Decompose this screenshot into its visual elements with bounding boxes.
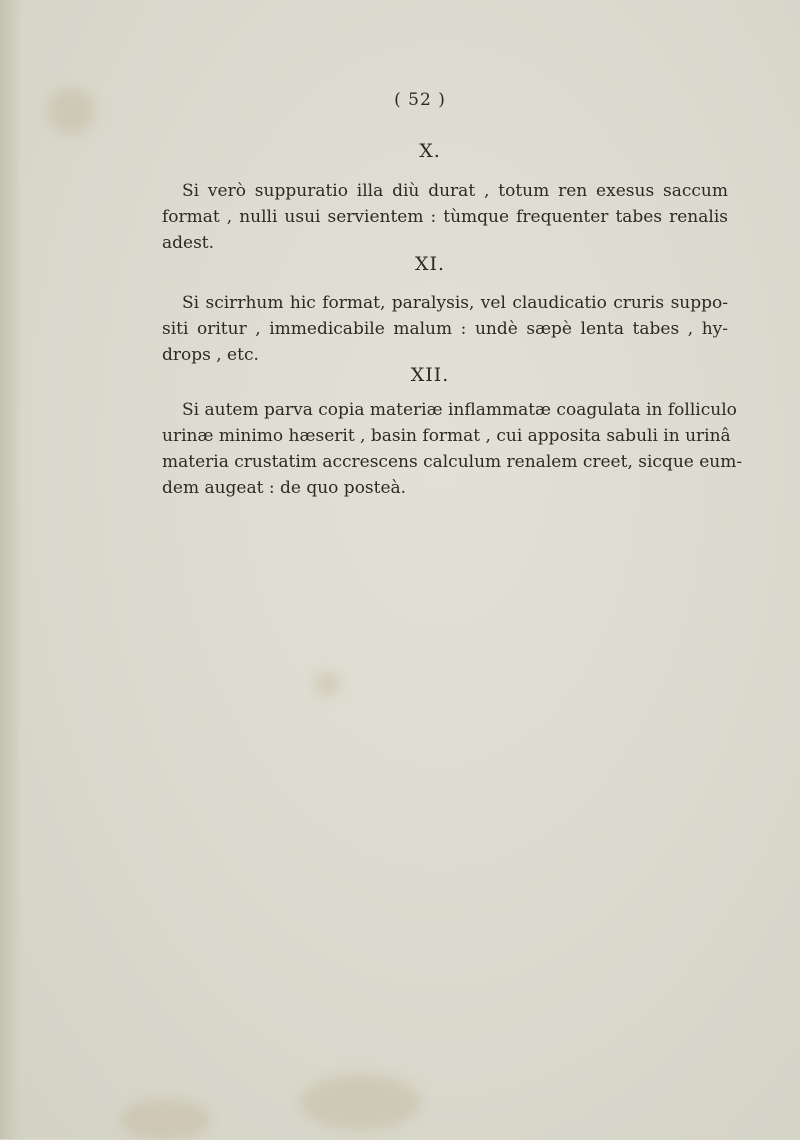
paragraph-line: materia crustatim accrescens calculum renalem creet, sicque eum- [162, 452, 743, 472]
paragraph-line: dem augeat : de quo posteà. [162, 478, 407, 498]
section-heading-xii: XII. [410, 364, 450, 386]
section-x-paragraph [162, 178, 728, 256]
paper-stain [300, 1075, 420, 1130]
paragraph-line: Si scirrhum hic format, paralysis, vel claudicatio cruris suppo- [182, 293, 728, 313]
paper-stain [120, 1100, 210, 1140]
paragraph-line: Si autem parva copia materiæ inflammatæ coagulata in folliculo [182, 400, 737, 420]
page-left-edge [0, 0, 22, 1139]
section-xii-paragraph [162, 397, 743, 501]
page-number: ( 52 ) [394, 90, 446, 110]
paragraph-line: adest. [162, 233, 215, 253]
section-xi-paragraph [162, 290, 728, 368]
paragraph-line: Si verò suppuratio illa diù durat , totum ren exesus saccum [182, 181, 728, 201]
paragraph-line: urinæ minimo hæserit , basin format , cui apposita sabuli in urinâ [162, 426, 731, 446]
paragraph-line: drops , etc. [162, 345, 259, 365]
paragraph-line: siti oritur , immedicabile malum : undè sæpè lenta tabes , hy- [162, 319, 728, 339]
section-heading-x: X. [419, 140, 441, 162]
paragraph-line: format , nulli usui servientem : tùmque frequenter tabes renalis [162, 207, 728, 227]
paper-stain [315, 672, 339, 696]
section-heading-xi: XI. [414, 253, 446, 275]
